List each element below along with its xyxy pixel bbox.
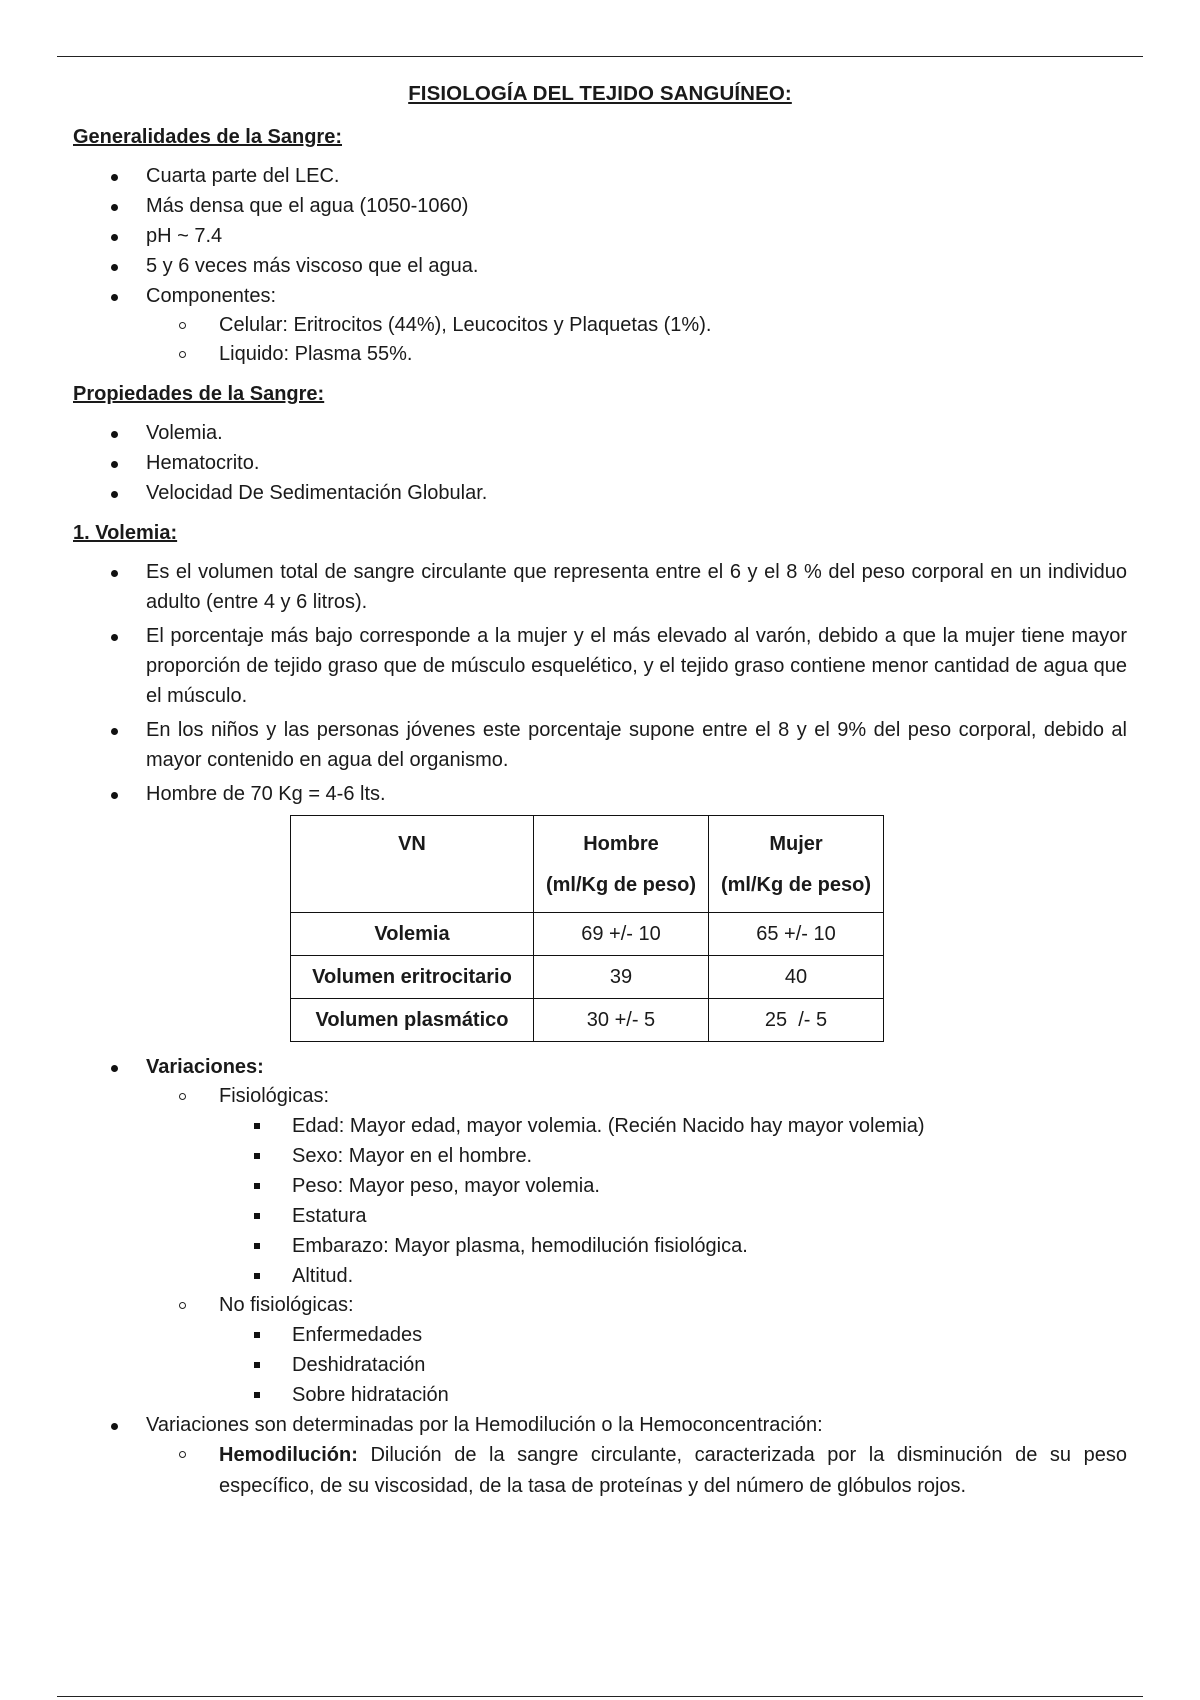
table-cell: 69 +/- 10 xyxy=(534,913,709,956)
list-item-hemodilucion xyxy=(146,1440,1127,1502)
list-variaciones-tipos xyxy=(73,1082,1127,1410)
top-rule xyxy=(57,56,1143,57)
list-item: Celular: Eritrocitos (44%), Leucocitos y Plaquetas (1%). xyxy=(146,311,1127,340)
list-item: pH ~ 7.4 xyxy=(73,221,1127,251)
hemodilucion-definition: Dilución de la sangre circulante, caracterizada por la disminución de su peso específico, de su viscosidad, de la tasa de proteínas y del número de glóbulos rojos. xyxy=(219,1444,1127,1497)
list-item: Hematocrito. xyxy=(73,448,1127,478)
list-item: Altitud. xyxy=(219,1261,1127,1291)
list-item: Deshidratación xyxy=(219,1350,1127,1380)
table-header-row xyxy=(291,816,884,913)
list-item: Enfermedades xyxy=(219,1320,1127,1350)
bottom-rule xyxy=(57,1696,1143,1697)
volemia-table xyxy=(290,815,884,1042)
hemodilucion-term: Hemodilución: xyxy=(219,1444,358,1466)
list-item: Sexo: Mayor en el hombre. xyxy=(219,1141,1127,1171)
list-item: Volemia. xyxy=(73,418,1127,448)
list-item: Liquido: Plasma 55%. xyxy=(146,340,1127,369)
table-header-hombre: Hombre (ml/Kg de peso) xyxy=(534,816,709,913)
determinadas-text: Variaciones son determinadas por la Hemodilución o la Hemoconcentración: xyxy=(146,1414,823,1436)
list-hemodilucion xyxy=(73,1440,1127,1502)
list-variaciones xyxy=(73,1052,1127,1502)
document-page xyxy=(73,78,1127,1502)
list-item-determinadas xyxy=(73,1410,1127,1502)
table-cell-label: Volumen plasmático xyxy=(291,999,534,1042)
list-item-fisiologicas xyxy=(146,1082,1127,1291)
list-item: Cuarta parte del LEC. xyxy=(73,161,1127,191)
list-generalidades xyxy=(73,161,1127,369)
no-fisiologicas-label: No fisiológicas: xyxy=(219,1294,354,1316)
heading-generalidades: Generalidades de la Sangre: xyxy=(73,126,342,148)
heading-volemia: 1. Volemia: xyxy=(73,522,178,544)
list-propiedades xyxy=(73,418,1127,508)
table-cell: 39 xyxy=(534,956,709,999)
list-item: Más densa que el agua (1050-1060) xyxy=(73,191,1127,221)
list-item: Embarazo: Mayor plasma, hemodilución fisiológica. xyxy=(219,1231,1127,1261)
list-fisiologicas xyxy=(219,1111,1127,1291)
list-item: Sobre hidratación xyxy=(219,1380,1127,1410)
list-item: Edad: Mayor edad, mayor volemia. (Recién Nacido hay mayor volemia) xyxy=(219,1111,1127,1141)
list-item: Peso: Mayor peso, mayor volemia. xyxy=(219,1171,1127,1201)
list-volemia xyxy=(73,557,1127,809)
table-cell: 65 +/- 10 xyxy=(709,913,884,956)
paragraph-item: Es el volumen total de sangre circulante que representa entre el 6 y el 8 % del peso corporal en un individuo adulto (entre 4 y 6 litros). xyxy=(73,557,1127,617)
variaciones-heading: Variaciones: xyxy=(146,1056,264,1078)
table-row xyxy=(291,913,884,956)
table-cell-label: Volumen eritrocitario xyxy=(291,956,534,999)
document-title: FISIOLOGÍA DEL TEJIDO SANGUÍNEO: xyxy=(408,82,792,105)
list-item-no-fisiologicas xyxy=(146,1291,1127,1410)
list-item-componentes xyxy=(73,281,1127,369)
table-cell-label: Volemia xyxy=(291,913,534,956)
componentes-label: Componentes: xyxy=(146,285,277,307)
table-cell: 25 /- 5 xyxy=(709,999,884,1042)
table-cell: 30 +/- 5 xyxy=(534,999,709,1042)
list-no-fisiologicas xyxy=(219,1320,1127,1410)
table-header-mujer: Mujer (ml/Kg de peso) xyxy=(709,816,884,913)
fisiologicas-label: Fisiológicas: xyxy=(219,1085,330,1107)
list-item: Estatura xyxy=(219,1201,1127,1231)
table-cell: 40 xyxy=(709,956,884,999)
table-header-vn: VN xyxy=(291,816,534,913)
heading-propiedades: Propiedades de la Sangre: xyxy=(73,383,325,405)
paragraph-item: En los niños y las personas jóvenes este porcentaje supone entre el 8 y el 9% del peso corporal, debido al mayor contenido en agua del organismo. xyxy=(73,715,1127,775)
list-item: Hombre de 70 Kg = 4-6 lts. xyxy=(73,779,1127,809)
table-row xyxy=(291,956,884,999)
list-componentes xyxy=(73,311,1127,369)
list-item: 5 y 6 veces más viscoso que el agua. xyxy=(73,251,1127,281)
list-item: Velocidad De Sedimentación Globular. xyxy=(73,478,1127,508)
list-item-variaciones xyxy=(73,1052,1127,1410)
paragraph-item: El porcentaje más bajo corresponde a la mujer y el más elevado al varón, debido a que la mujer tiene mayor proporción de tejido graso que de músculo esquelético, y el tejido graso contiene menor cantidad de agua que el músculo. xyxy=(73,621,1127,711)
table-row xyxy=(291,999,884,1042)
